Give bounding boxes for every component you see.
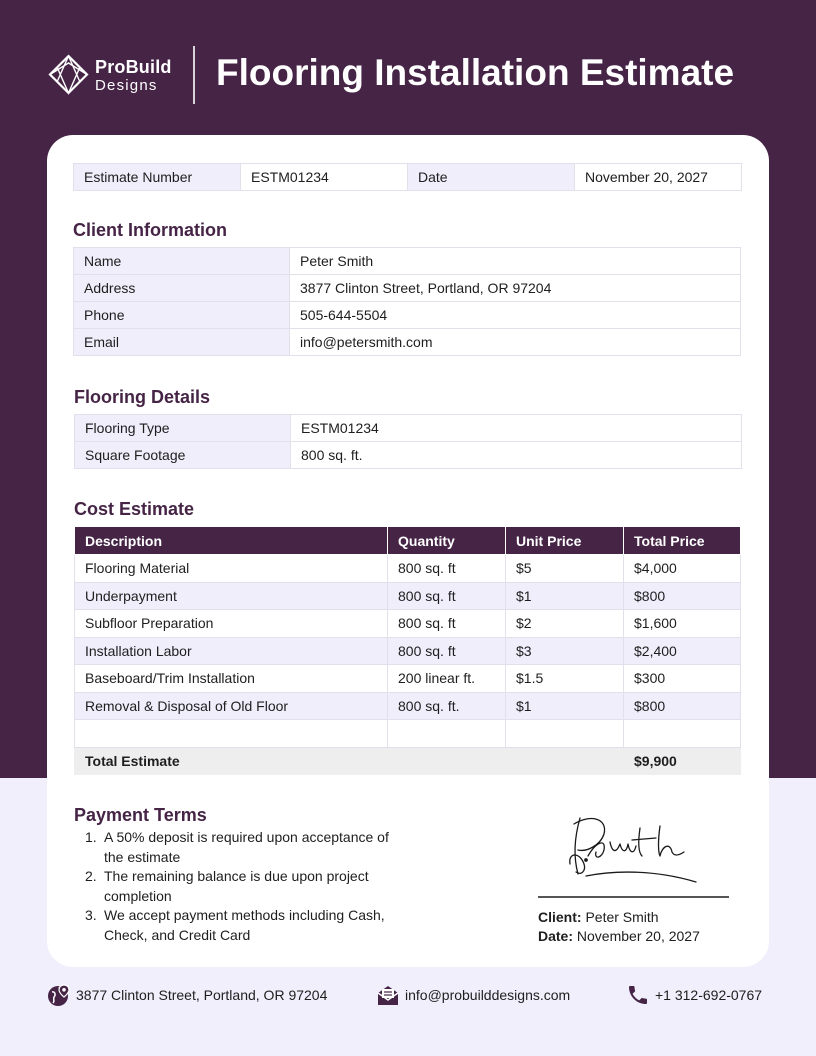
brand-subname: Designs xyxy=(95,77,158,94)
cell-quantity: 800 sq. ft xyxy=(388,610,506,638)
client-information-title: Client Information xyxy=(73,220,227,240)
empty-cell xyxy=(75,720,388,748)
cell-description: Subfloor Preparation xyxy=(75,610,388,638)
table-row xyxy=(75,637,741,665)
table-row xyxy=(75,665,741,693)
table-row xyxy=(74,329,741,356)
client-name-label: Name xyxy=(74,248,290,275)
client-name-value: Peter Smith xyxy=(290,248,741,275)
cell-total-price: $300 xyxy=(624,665,741,693)
empty-table-row xyxy=(75,720,741,748)
cell-description: Baseboard/Trim Installation xyxy=(75,665,388,693)
cell-description: Removal & Disposal of Old Floor xyxy=(75,692,388,720)
list-number: 2. xyxy=(85,868,97,884)
footer-address-text: 3877 Clinton Street, Portland, OR 97204 xyxy=(76,987,328,1003)
footer-email-text[interactable]: info@probuilddesigns.com xyxy=(405,987,571,1003)
table-row xyxy=(75,610,741,638)
table-row xyxy=(75,692,741,720)
flooring-details-table xyxy=(74,414,742,469)
empty-cell xyxy=(506,720,624,748)
client-name: Peter Smith xyxy=(585,909,659,925)
cell-quantity: 800 sq. ft xyxy=(388,555,506,583)
cell-unit-price: $5 xyxy=(506,555,624,583)
cell-description: Underpayment xyxy=(75,582,388,610)
signature-client xyxy=(538,909,659,925)
signature-date-label: Date: xyxy=(538,928,574,944)
estimate-number-label: Estimate Number xyxy=(74,164,241,191)
footer-phone-text[interactable]: +1 312-692-0767 xyxy=(655,987,763,1003)
table-row xyxy=(75,582,741,610)
total-row xyxy=(75,747,741,775)
total-estimate-value: $9,900 xyxy=(624,747,741,775)
cell-description: Installation Labor xyxy=(75,637,388,665)
signature-date-value: November 20, 2027 xyxy=(576,928,700,944)
envelope-icon xyxy=(376,983,400,1007)
cell-unit-price: $2 xyxy=(506,610,624,638)
client-address-value: 3877 Clinton Street, Portland, OR 97204 xyxy=(290,275,741,302)
table-row xyxy=(74,302,741,329)
signature-line xyxy=(538,896,729,898)
client-email-label: Email xyxy=(74,329,290,356)
date-value: November 20, 2027 xyxy=(575,164,742,191)
brand-name: ProBuild xyxy=(95,57,172,77)
cell-total-price: $1,600 xyxy=(624,610,741,638)
client-phone-value: 505-644-5504 xyxy=(290,302,741,329)
signature-date xyxy=(538,928,700,944)
cell-total-price: $4,000 xyxy=(624,555,741,583)
cell-total-price: $800 xyxy=(624,582,741,610)
date-label: Date xyxy=(408,164,575,191)
cell-quantity: 800 sq. ft. xyxy=(388,692,506,720)
client-signature xyxy=(566,812,706,888)
estimate-number-value: ESTM01234 xyxy=(241,164,408,191)
flooring-details-title: Flooring Details xyxy=(74,387,211,407)
flooring-type-label: Flooring Type xyxy=(75,415,291,442)
table-row xyxy=(74,275,741,302)
cell-unit-price: $3 xyxy=(506,637,624,665)
table-row xyxy=(74,248,741,275)
payment-term-text: A 50% deposit is required upon acceptance of the estimate xyxy=(104,829,389,865)
client-information-table xyxy=(73,247,741,356)
square-footage-value: 800 sq. ft. xyxy=(291,442,742,469)
list-item xyxy=(85,828,405,867)
list-number: 1. xyxy=(85,829,97,845)
payment-term-text: The remaining balance is due upon project completion xyxy=(104,868,369,904)
table-row xyxy=(75,555,741,583)
list-item xyxy=(85,867,405,906)
table-row xyxy=(75,442,742,469)
client-label: Client: xyxy=(538,909,582,925)
cell-quantity: 800 sq. ft xyxy=(388,582,506,610)
cost-estimate-title: Cost Estimate xyxy=(74,499,195,519)
phone-icon xyxy=(626,983,650,1007)
diamond-logo-icon xyxy=(48,54,89,95)
table-header-row xyxy=(75,527,741,555)
total-estimate-label: Total Estimate xyxy=(75,747,624,775)
client-address-label: Address xyxy=(74,275,290,302)
client-email-value: info@petersmith.com xyxy=(290,329,741,356)
globe-location-icon xyxy=(47,983,71,1007)
cost-estimate-table xyxy=(74,526,741,775)
cell-total-price: $800 xyxy=(624,692,741,720)
empty-cell xyxy=(388,720,506,748)
empty-cell xyxy=(624,720,741,748)
list-number: 3. xyxy=(85,907,97,923)
payment-terms-list xyxy=(85,828,405,945)
flooring-type-value: ESTM01234 xyxy=(291,415,742,442)
page-title: Flooring Installation Estimate xyxy=(216,52,735,93)
column-header-unit-price: Unit Price xyxy=(506,527,624,555)
square-footage-label: Square Footage xyxy=(75,442,291,469)
cell-unit-price: $1 xyxy=(506,582,624,610)
column-header-quantity: Quantity xyxy=(388,527,506,555)
cell-unit-price: $1.5 xyxy=(506,665,624,693)
cell-quantity: 200 linear ft. xyxy=(388,665,506,693)
payment-term-text: We accept payment methods including Cash, Check, and Credit Card xyxy=(104,907,385,943)
client-phone-label: Phone xyxy=(74,302,290,329)
cell-total-price: $2,400 xyxy=(624,637,741,665)
cell-unit-price: $1 xyxy=(506,692,624,720)
column-header-description: Description xyxy=(75,527,388,555)
header-divider xyxy=(193,46,195,104)
table-row xyxy=(75,415,742,442)
column-header-total-price: Total Price xyxy=(624,527,741,555)
estimate-meta-table xyxy=(73,163,742,191)
brand-logo xyxy=(48,54,178,98)
cell-description: Flooring Material xyxy=(75,555,388,583)
cell-quantity: 800 sq. ft xyxy=(388,637,506,665)
list-item xyxy=(85,906,405,945)
payment-terms-title: Payment Terms xyxy=(74,805,207,825)
